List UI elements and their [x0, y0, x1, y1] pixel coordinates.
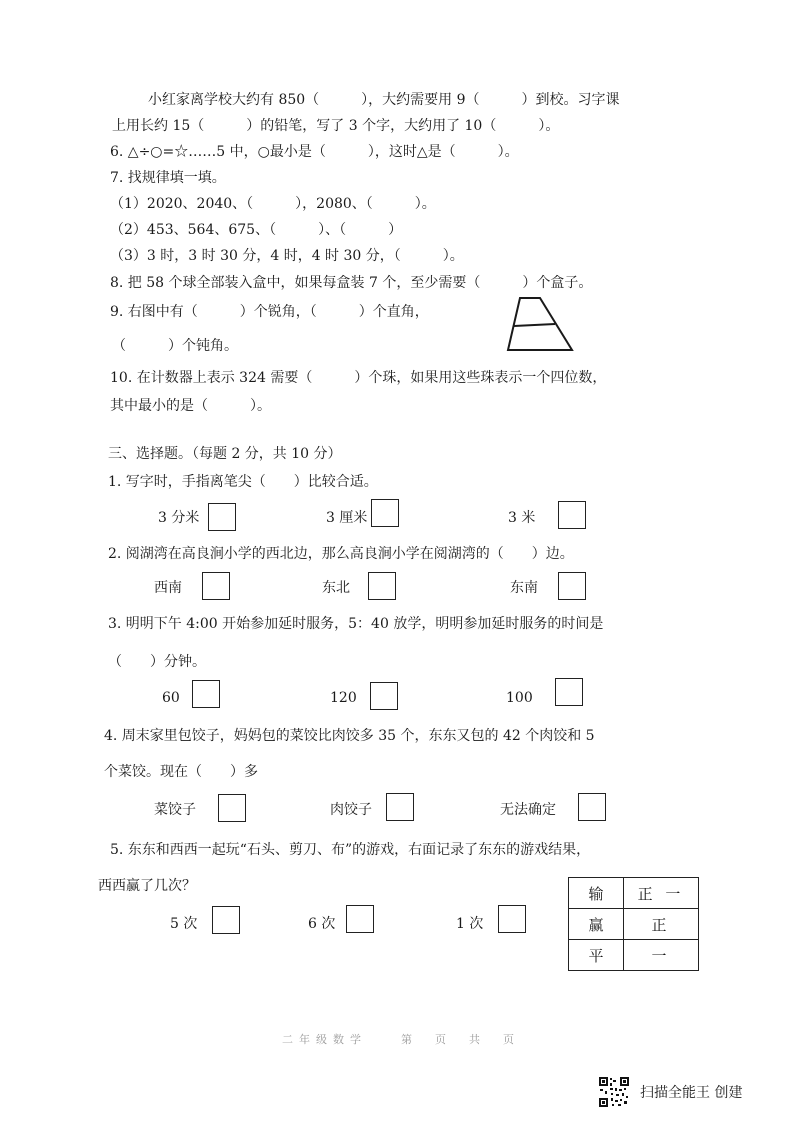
choice-q3-option-a-label: 60 [162, 690, 180, 706]
tally-marks: 正 [624, 909, 699, 940]
choice-q4-option-b-checkbox[interactable] [386, 793, 414, 821]
choice-q4-option-b-label: 肉饺子 [330, 802, 372, 818]
choice-q2-option-b-checkbox[interactable] [368, 572, 396, 600]
choice-q1-option-b-checkbox[interactable] [371, 499, 399, 527]
tally-label: 输 [569, 878, 624, 909]
q7-part1: （1）2020、2040、（ ），2080、（ ）。 [110, 196, 436, 212]
q5-text-line2: 上用长约 15（ ）的铅笔，写了 3 个字，大约用了 10（ ）。 [112, 118, 560, 134]
choice-q5-option-c-checkbox[interactable] [498, 905, 526, 933]
choice-q1-option-c-checkbox[interactable] [558, 501, 586, 529]
choice-q1-option-c-label: 3 米 [508, 510, 536, 526]
tally-row-win [569, 909, 699, 940]
trapezoid-divider-line [514, 324, 555, 326]
q10-text-line2: 其中最小的是（ ）。 [110, 398, 271, 414]
choice-q3-option-c-label: 100 [506, 690, 533, 706]
choice-q5-option-b-label: 6 次 [308, 916, 336, 932]
q5-text-line1: 小红家离学校大约有 850（ ），大约需要用 9（ ）到校。习字课 [148, 92, 620, 108]
tally-label: 平 [569, 940, 624, 971]
page-footer-info: 二年级数学 第 页 共 页 [282, 1033, 520, 1046]
q9-text-line2: （ ）个钝角。 [112, 338, 238, 354]
choice-q2-option-c-checkbox[interactable] [558, 572, 586, 600]
choice-q3-text-line1: 3. 明明下午 4:00 开始参加延时服务，5：40 放学，明明参加延时服务的时间是 [108, 616, 604, 632]
q8-text: 8. 把 58 个球全部装入盒中，如果每盒装 7 个，至少需要（ ）个盒子。 [110, 275, 593, 291]
choice-q5-text-line1: 5. 东东和西西一起玩“石头、剪刀、布”的游戏，右面记录了东东的游戏结果， [110, 842, 591, 858]
choice-q3-option-c-checkbox[interactable] [555, 678, 583, 706]
choice-q5-text-line2: 西西赢了几次？ [98, 878, 196, 894]
choice-q1-option-a-label: 3 分米 [158, 510, 200, 526]
q6-text: 6. △÷○=☆……5 中，○最小是（ ），这时△是（ ）。 [110, 144, 519, 160]
qr-code-icon [598, 1076, 630, 1108]
choice-q5-option-b-checkbox[interactable] [346, 905, 374, 933]
choice-q3-text-line2: （ ）分钟。 [108, 654, 206, 670]
choice-q2-text: 2. 阅湖湾在高良涧小学的西北边，那么高良涧小学在阅湖湾的（ ）边。 [108, 546, 574, 562]
choice-q1-option-a-checkbox[interactable] [208, 503, 236, 531]
choice-q2-option-c-label: 东南 [510, 580, 538, 596]
choice-q2-option-b-label: 东北 [322, 580, 350, 596]
choice-q1-option-b-label: 3 厘米 [326, 510, 368, 526]
tally-row-lose [569, 878, 699, 909]
tally-table [568, 877, 699, 971]
choice-q3-option-b-label: 120 [330, 690, 357, 706]
q9-text-line1: 9. 右图中有（ ）个锐角，（ ）个直角， [110, 304, 429, 320]
tally-label: 赢 [569, 909, 624, 940]
q7-title: 7. 找规律填一填。 [110, 170, 226, 186]
choice-q4-option-a-checkbox[interactable] [218, 794, 246, 822]
tally-marks: 一 [624, 940, 699, 971]
choice-q5-option-c-label: 1 次 [456, 916, 484, 932]
tally-marks: 正 一 [624, 878, 699, 909]
scanner-brand-label: 扫描全能王 创建 [640, 1085, 743, 1101]
q7-part3: （3）3 时，3 时 30 分，4 时，4 时 30 分，（ ）。 [110, 248, 464, 264]
tally-row-draw [569, 940, 699, 971]
choice-q5-option-a-label: 5 次 [170, 916, 198, 932]
q10-text-line1: 10. 在计数器上表示 324 需要（ ）个珠，如果用这些珠表示一个四位数， [110, 370, 607, 386]
choice-q4-text-line1: 4. 周末家里包饺子，妈妈包的菜饺比肉饺多 35 个，东东又包的 42 个肉饺和 5 [104, 728, 595, 744]
choice-q3-option-a-checkbox[interactable] [192, 680, 220, 708]
choice-q2-option-a-checkbox[interactable] [202, 572, 230, 600]
trapezoid-figure [502, 294, 578, 356]
choice-q4-option-a-label: 菜饺子 [154, 802, 196, 818]
choice-q5-option-a-checkbox[interactable] [212, 906, 240, 934]
choice-q4-option-c-label: 无法确定 [500, 802, 556, 818]
choice-q3-option-b-checkbox[interactable] [370, 682, 398, 710]
choice-q4-option-c-checkbox[interactable] [578, 793, 606, 821]
choice-q1-text: 1. 写字时，手指离笔尖（ ）比较合适。 [108, 474, 378, 490]
choice-q4-text-line2: 个菜饺。现在（ ）多 [104, 764, 258, 780]
choice-q2-option-a-label: 西南 [154, 580, 182, 596]
q7-part2: （2）453、564、675、（ ）、（ ） [110, 222, 403, 238]
choice-section-heading: 三、选择题。（每题 2 分，共 10 分） [108, 446, 342, 462]
